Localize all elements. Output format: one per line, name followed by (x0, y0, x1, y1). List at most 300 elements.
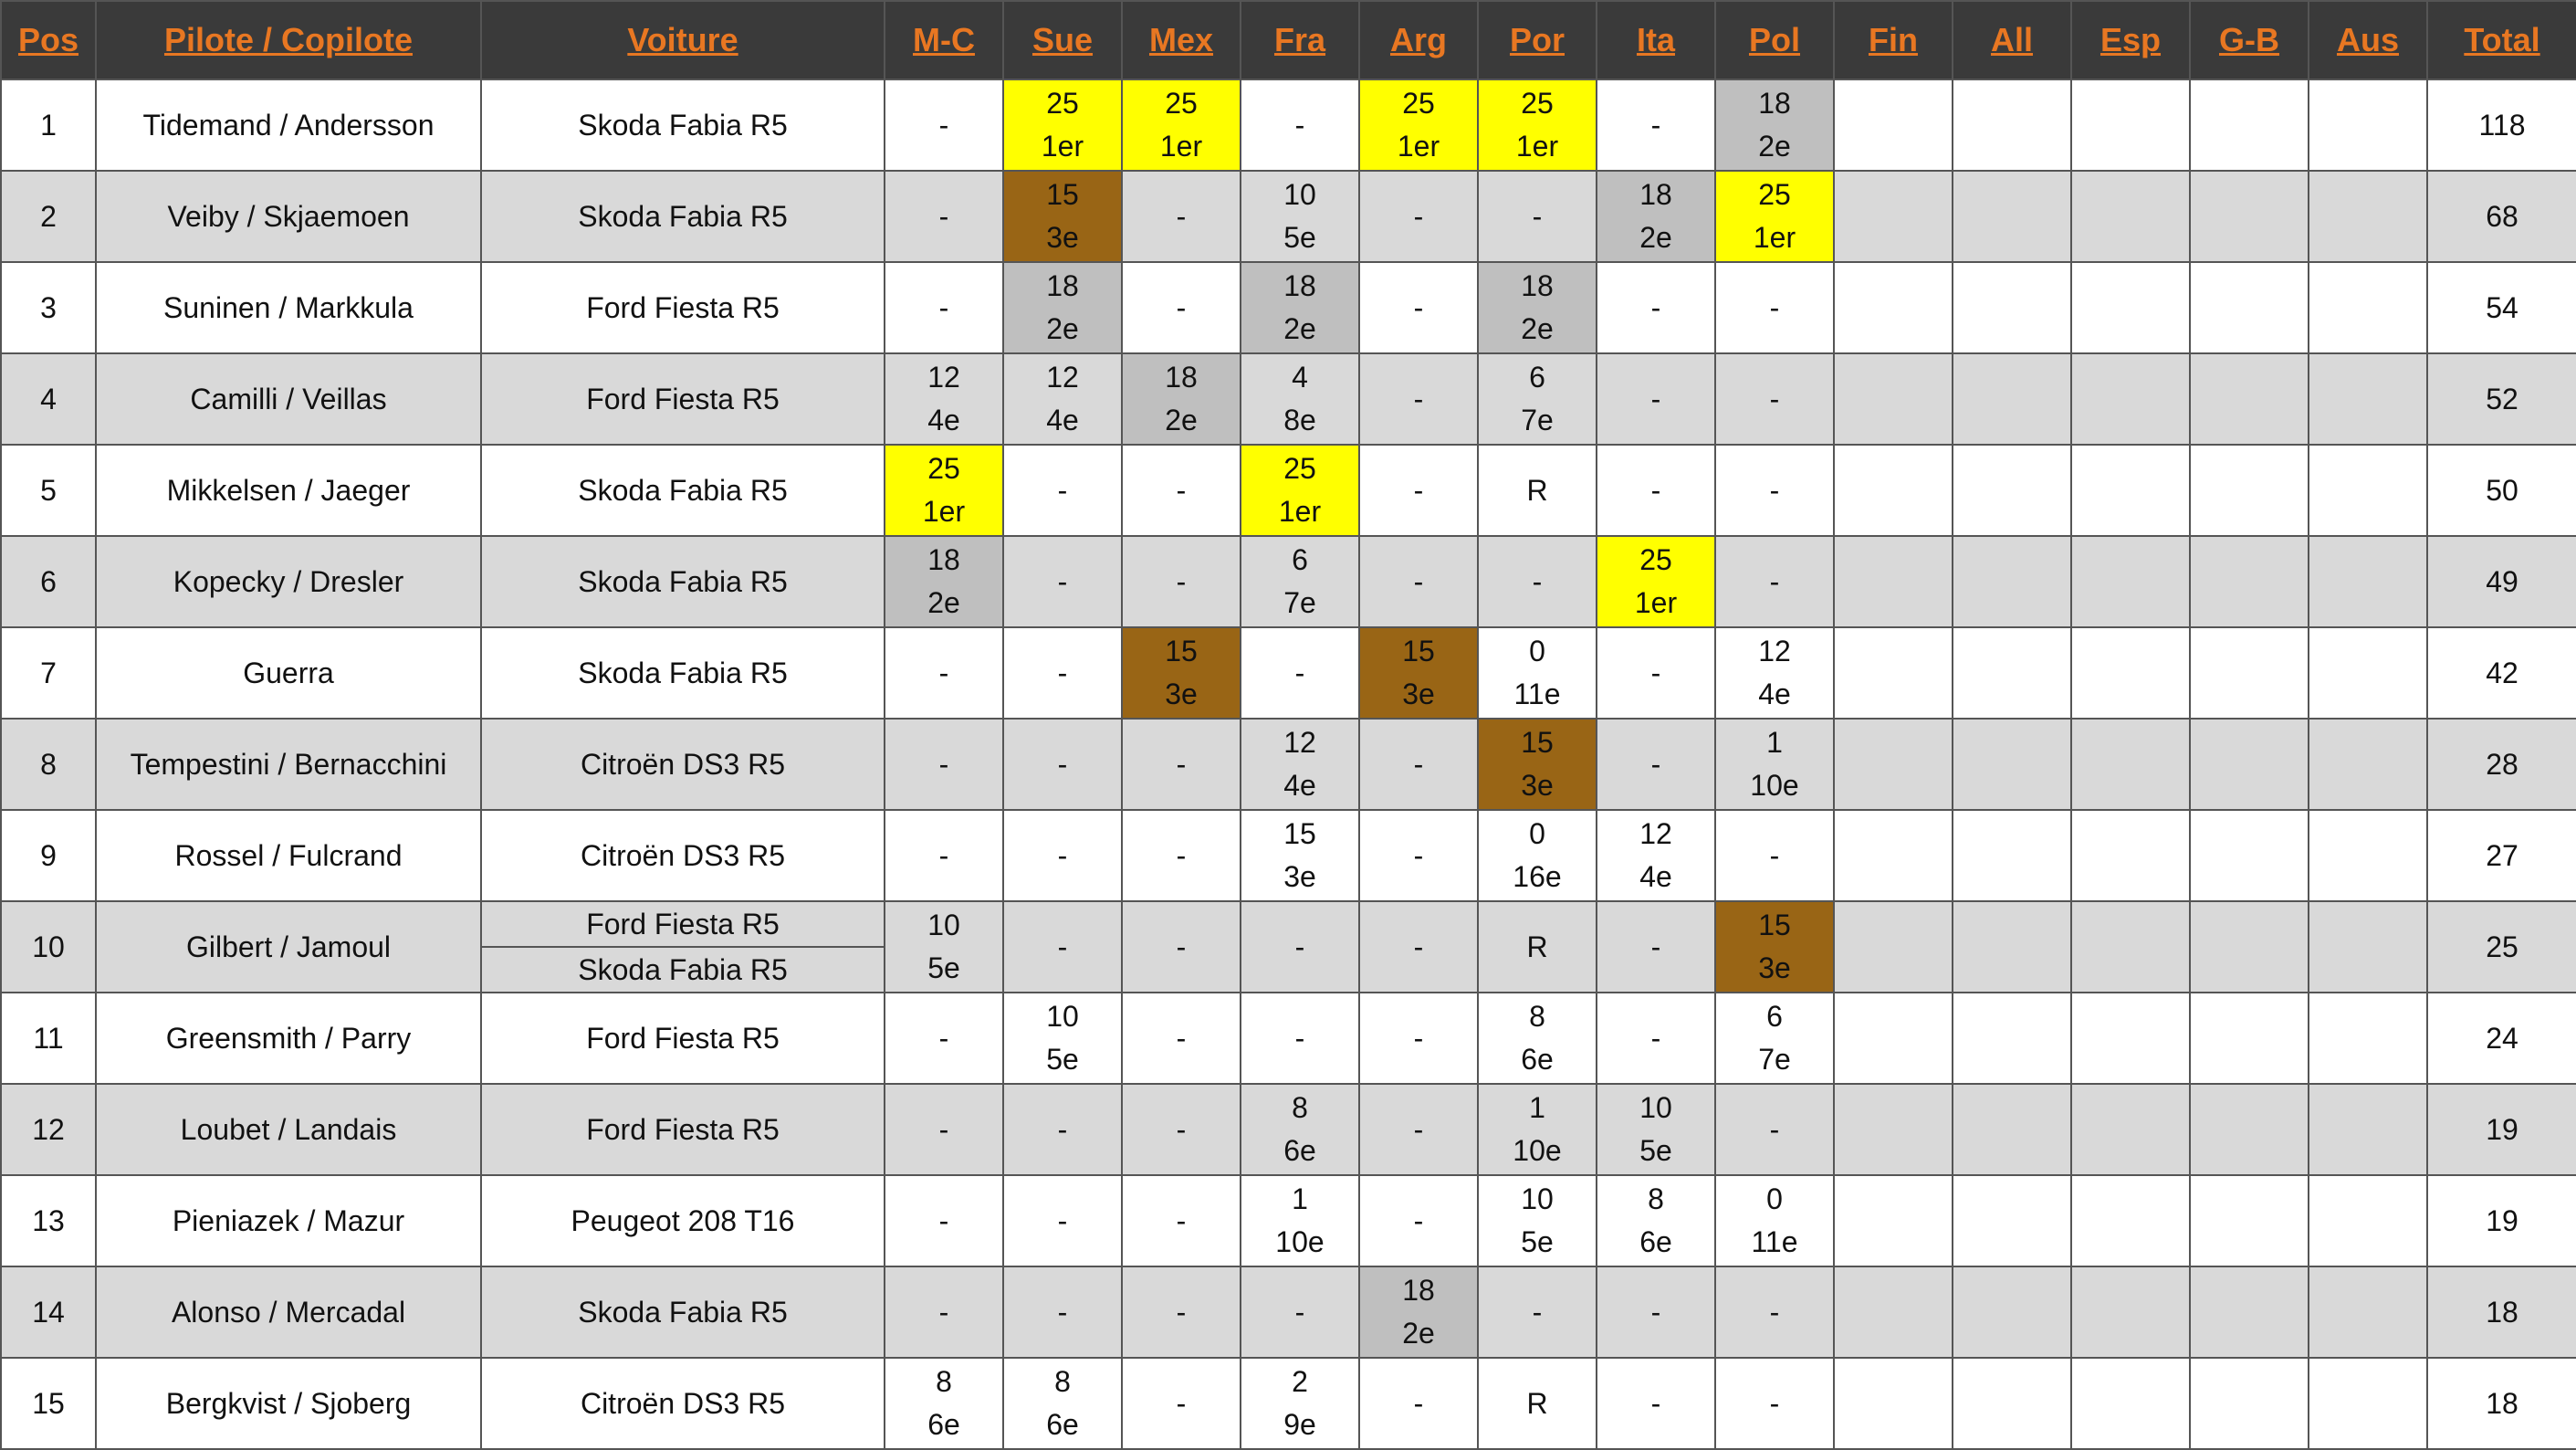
result-cell (1478, 1084, 1597, 1175)
result-cell (2309, 993, 2427, 1084)
driver-cell: Suninen / Markkula (96, 262, 481, 353)
result-cell (2071, 1358, 2190, 1449)
result-cell (1953, 171, 2071, 262)
result-cell (885, 536, 1003, 627)
result-cell (1834, 79, 1953, 171)
result-cell (2190, 262, 2309, 353)
finish-position: 1er (1397, 130, 1440, 163)
result-cell: - (1122, 901, 1241, 993)
result-cell (1241, 445, 1359, 536)
result-cell: - (1597, 719, 1715, 810)
result-cell: - (1715, 445, 1834, 536)
finish-position: 3e (1758, 951, 1791, 984)
result-cell (1715, 79, 1834, 171)
points-value: 8 (936, 1365, 952, 1398)
car-cell: Skoda Fabia R5 (481, 79, 885, 171)
total-cell: 49 (2427, 536, 2576, 627)
table-row (1, 627, 2576, 719)
result-cell (2071, 536, 2190, 627)
result-cell (1241, 1175, 1359, 1266)
finish-position: 11e (1751, 1225, 1798, 1258)
result-cell (1715, 901, 1834, 993)
result-cell (1359, 79, 1478, 171)
table-row (1, 901, 2576, 993)
result-cell (2309, 536, 2427, 627)
finish-position: 1er (1753, 221, 1796, 254)
driver-cell: Rossel / Fulcrand (96, 810, 481, 901)
driver-cell: Gilbert / Jamoul (96, 901, 481, 993)
result-cell (2309, 353, 2427, 445)
car-cell: Citroën DS3 R5 (481, 719, 885, 810)
result-cell (2071, 1175, 2190, 1266)
result-cell: - (1715, 536, 1834, 627)
points-value: 8 (1054, 1365, 1071, 1398)
result-cell: - (1359, 262, 1478, 353)
points-value: 10 (1639, 1091, 1672, 1124)
result-cell (1003, 353, 1122, 445)
result-cell (1953, 445, 2071, 536)
result-cell (2309, 171, 2427, 262)
header-rally-ita-link[interactable]: Ita (1597, 1, 1715, 79)
result-cell: - (885, 262, 1003, 353)
points-value: 18 (1639, 178, 1672, 211)
result-cell (2071, 901, 2190, 993)
points-value: 15 (1758, 909, 1791, 941)
finish-position: 4e (1046, 404, 1079, 436)
table-row (1, 1266, 2576, 1358)
result-cell (1597, 171, 1715, 262)
table-row (1, 445, 2576, 536)
finish-position: 6e (1521, 1043, 1554, 1076)
position-cell: 7 (1, 627, 96, 719)
car-cell: Ford Fiesta R5 (481, 1084, 885, 1175)
points-value: 0 (1766, 1182, 1783, 1215)
header-rally-fin-link[interactable]: Fin (1834, 1, 1953, 79)
position-cell: 2 (1, 171, 96, 262)
result-cell (2071, 627, 2190, 719)
result-cell (2309, 445, 2427, 536)
result-cell (2190, 353, 2309, 445)
result-cell: - (1359, 536, 1478, 627)
header-rally-esp-link[interactable]: Esp (2071, 1, 2190, 79)
result-cell (1834, 353, 1953, 445)
points-value: 12 (1046, 361, 1079, 394)
result-cell (1953, 810, 2071, 901)
points-value: 10 (1521, 1182, 1554, 1215)
result-cell (1715, 1175, 1834, 1266)
result-cell (1715, 627, 1834, 719)
result-cell: - (1122, 1266, 1241, 1358)
car-cell: Skoda Fabia R5 (481, 1266, 885, 1358)
result-cell (885, 445, 1003, 536)
points-value: 4 (1292, 361, 1308, 394)
finish-position: 11e (1513, 678, 1561, 710)
points-value: 12 (1639, 817, 1672, 850)
result-cell (1003, 262, 1122, 353)
result-cell (2190, 79, 2309, 171)
result-cell: - (1122, 1358, 1241, 1449)
result-cell: - (1003, 536, 1122, 627)
result-cell (1953, 901, 2071, 993)
table-row (1, 353, 2576, 445)
result-cell (1953, 1266, 2071, 1358)
finish-position: 5e (1046, 1043, 1079, 1076)
result-cell: - (1359, 1084, 1478, 1175)
header-rally-aus-link[interactable]: Aus (2309, 1, 2427, 79)
result-cell: - (1122, 445, 1241, 536)
finish-position: 4e (1639, 860, 1672, 893)
position-cell: 5 (1, 445, 96, 536)
result-cell (2309, 1084, 2427, 1175)
result-cell (2071, 1084, 2190, 1175)
result-cell: - (1241, 993, 1359, 1084)
points-value: 25 (1639, 543, 1672, 576)
driver-cell: Guerra (96, 627, 481, 719)
result-cell: - (1122, 262, 1241, 353)
result-cell (1953, 1084, 2071, 1175)
result-cell (1241, 353, 1359, 445)
driver-cell: Alonso / Mercadal (96, 1266, 481, 1358)
result-cell (1834, 1084, 1953, 1175)
points-value: 6 (1766, 1000, 1783, 1033)
result-cell (2190, 1175, 2309, 1266)
points-value: 8 (1292, 1091, 1308, 1124)
result-cell (1478, 810, 1597, 901)
total-cell: 24 (2427, 993, 2576, 1084)
result-cell: - (1003, 810, 1122, 901)
result-cell (2190, 1266, 2309, 1358)
header-car-link[interactable]: Voiture (481, 1, 885, 79)
finish-position: 6e (927, 1408, 960, 1441)
result-cell (1122, 79, 1241, 171)
result-cell (2309, 1175, 2427, 1266)
result-cell (1715, 719, 1834, 810)
points-value: 8 (1529, 1000, 1545, 1033)
result-cell: - (1359, 993, 1478, 1084)
points-value: 12 (1283, 726, 1316, 759)
position-cell: 3 (1, 262, 96, 353)
result-cell (2071, 262, 2190, 353)
driver-cell: Mikkelsen / Jaeger (96, 445, 481, 536)
result-cell: - (1597, 353, 1715, 445)
finish-position: 5e (1283, 221, 1316, 254)
finish-position: 2e (1758, 130, 1791, 163)
finish-position: 7e (1521, 404, 1554, 436)
result-cell: - (1122, 1175, 1241, 1266)
result-cell (1834, 1175, 1953, 1266)
result-cell (1122, 627, 1241, 719)
result-cell (1003, 171, 1122, 262)
header-rally-por-link[interactable]: Por (1478, 1, 1597, 79)
car-cell: Citroën DS3 R5 (481, 1358, 885, 1449)
total-cell: 18 (2427, 1266, 2576, 1358)
result-cell: - (1122, 719, 1241, 810)
result-cell (1834, 901, 1953, 993)
header-rally-fra-link[interactable]: Fra (1241, 1, 1359, 79)
result-cell (1003, 79, 1122, 171)
header-rally-arg-link[interactable]: Arg (1359, 1, 1478, 79)
points-value: 18 (1165, 361, 1198, 394)
finish-position: 2e (1046, 312, 1079, 345)
result-cell: - (1003, 445, 1122, 536)
result-cell (1715, 993, 1834, 1084)
result-cell (1953, 262, 2071, 353)
result-cell (2071, 1266, 2190, 1358)
result-cell (2190, 445, 2309, 536)
total-cell: 54 (2427, 262, 2576, 353)
car-list (482, 902, 884, 992)
result-cell (2309, 627, 2427, 719)
result-cell (1834, 536, 1953, 627)
result-cell (1241, 171, 1359, 262)
points-value: 25 (1046, 87, 1079, 120)
driver-cell: Pieniazek / Mazur (96, 1175, 481, 1266)
result-cell: - (1122, 171, 1241, 262)
result-cell (2190, 993, 2309, 1084)
finish-position: 3e (1046, 221, 1079, 254)
result-cell (2071, 79, 2190, 171)
result-cell (2071, 353, 2190, 445)
result-cell (1241, 536, 1359, 627)
result-cell: - (885, 993, 1003, 1084)
result-cell: - (1715, 1266, 1834, 1358)
result-cell: - (1241, 627, 1359, 719)
finish-position: 7e (1283, 586, 1316, 619)
result-cell (1953, 627, 2071, 719)
result-cell: - (1715, 810, 1834, 901)
points-value: 25 (1283, 452, 1316, 485)
total-cell: 42 (2427, 627, 2576, 719)
finish-position: 16e (1513, 860, 1562, 893)
driver-cell: Tidemand / Andersson (96, 79, 481, 171)
result-cell: - (885, 810, 1003, 901)
driver-cell: Loubet / Landais (96, 1084, 481, 1175)
position-cell: 13 (1, 1175, 96, 1266)
car-name: Skoda Fabia R5 (482, 946, 884, 992)
header-driver-link[interactable]: Pilote / Copilote (96, 1, 481, 79)
table-row (1, 993, 2576, 1084)
result-cell (1597, 1084, 1715, 1175)
total-cell: 27 (2427, 810, 2576, 901)
car-cell: Ford Fiesta R5 (481, 993, 885, 1084)
finish-position: 2e (1165, 404, 1198, 436)
result-cell: - (1359, 445, 1478, 536)
position-cell: 4 (1, 353, 96, 445)
result-cell (1953, 993, 2071, 1084)
result-cell (1834, 627, 1953, 719)
result-cell: - (1003, 1084, 1122, 1175)
result-cell: - (1359, 1358, 1478, 1449)
finish-position: 1er (1515, 130, 1559, 163)
points-value: 25 (1758, 178, 1791, 211)
result-cell (2071, 445, 2190, 536)
result-cell (2309, 719, 2427, 810)
result-cell: - (885, 1266, 1003, 1358)
finish-position: 2e (927, 586, 960, 619)
finish-position: 1er (1634, 586, 1678, 619)
points-value: 12 (1758, 635, 1791, 667)
position-cell: 8 (1, 719, 96, 810)
finish-position: 10e (1275, 1225, 1325, 1258)
car-cell: Citroën DS3 R5 (481, 810, 885, 901)
points-value: 25 (1165, 87, 1198, 120)
points-value: 15 (1521, 726, 1554, 759)
result-cell: - (1715, 1084, 1834, 1175)
result-cell: - (1122, 1084, 1241, 1175)
car-cell: Peugeot 208 T16 (481, 1175, 885, 1266)
result-cell: - (1241, 1266, 1359, 1358)
result-cell (1478, 262, 1597, 353)
result-cell: - (1359, 171, 1478, 262)
result-cell (2190, 719, 2309, 810)
header-rally-mc-link[interactable]: M-C (885, 1, 1003, 79)
result-cell (1241, 719, 1359, 810)
result-cell: - (885, 171, 1003, 262)
points-value: 0 (1529, 817, 1545, 850)
result-cell: - (1122, 536, 1241, 627)
finish-position: 2e (1639, 221, 1672, 254)
points-value: 25 (1402, 87, 1435, 120)
total-cell: 68 (2427, 171, 2576, 262)
result-cell: - (1715, 1358, 1834, 1449)
header-rally-mex-link[interactable]: Mex (1122, 1, 1241, 79)
points-value: 12 (927, 361, 960, 394)
result-cell (1953, 1358, 2071, 1449)
result-cell (1834, 1266, 1953, 1358)
finish-position: 10e (1750, 769, 1799, 802)
finish-position: 4e (1758, 678, 1791, 710)
table-row (1, 719, 2576, 810)
points-value: 18 (1758, 87, 1791, 120)
result-cell: R (1478, 901, 1597, 993)
header-rally-sue-link[interactable]: Sue (1003, 1, 1122, 79)
result-cell: - (1122, 810, 1241, 901)
result-cell (1953, 353, 2071, 445)
table-row (1, 262, 2576, 353)
finish-position: 6e (1639, 1225, 1672, 1258)
position-cell: 15 (1, 1358, 96, 1449)
result-cell (2071, 719, 2190, 810)
header-rally-all-link[interactable]: All (1953, 1, 2071, 79)
finish-position: 1er (922, 495, 966, 528)
result-cell: - (1478, 536, 1597, 627)
result-cell: - (1597, 993, 1715, 1084)
total-cell: 28 (2427, 719, 2576, 810)
result-cell: - (1241, 901, 1359, 993)
finish-position: 4e (1283, 769, 1316, 802)
car-cell: Ford Fiesta R5 (481, 353, 885, 445)
finish-position: 1er (1159, 130, 1203, 163)
result-cell (2071, 171, 2190, 262)
finish-position: 2e (1402, 1317, 1435, 1350)
points-value: 6 (1292, 543, 1308, 576)
result-cell (1003, 993, 1122, 1084)
result-cell (2071, 993, 2190, 1084)
result-cell (1241, 1358, 1359, 1449)
car-cell: Skoda Fabia R5 (481, 171, 885, 262)
result-cell: - (1597, 901, 1715, 993)
result-cell: - (1597, 262, 1715, 353)
result-cell (1834, 993, 1953, 1084)
result-cell: - (1003, 901, 1122, 993)
driver-cell: Camilli / Veillas (96, 353, 481, 445)
result-cell (2309, 810, 2427, 901)
result-cell: - (885, 79, 1003, 171)
total-cell: 50 (2427, 445, 2576, 536)
header-total-link[interactable]: Total (2427, 1, 2576, 79)
car-name: Ford Fiesta R5 (586, 908, 780, 940)
total-cell: 19 (2427, 1084, 2576, 1175)
result-cell: - (1478, 171, 1597, 262)
finish-position: 3e (1521, 769, 1554, 802)
result-cell (1478, 993, 1597, 1084)
table-row (1, 171, 2576, 262)
result-cell: R (1478, 445, 1597, 536)
result-cell: - (885, 1084, 1003, 1175)
header-pos-link[interactable]: Pos (1, 1, 96, 79)
result-cell (885, 353, 1003, 445)
result-cell (1834, 719, 1953, 810)
points-value: 25 (1521, 87, 1554, 120)
result-cell: - (1359, 353, 1478, 445)
result-cell (1359, 1266, 1478, 1358)
result-cell (1003, 1358, 1122, 1449)
finish-position: 3e (1283, 860, 1316, 893)
result-cell: - (1597, 79, 1715, 171)
driver-cell: Kopecky / Dresler (96, 536, 481, 627)
result-cell: - (1003, 627, 1122, 719)
table-row (1, 810, 2576, 901)
result-cell (1478, 627, 1597, 719)
total-cell: 25 (2427, 901, 2576, 993)
result-cell: - (885, 719, 1003, 810)
points-value: 18 (1283, 269, 1316, 302)
result-cell (2190, 627, 2309, 719)
points-value: 25 (927, 452, 960, 485)
result-cell: - (1715, 353, 1834, 445)
finish-position: 6e (1283, 1134, 1316, 1167)
result-cell: - (1597, 1266, 1715, 1358)
header-rally-pol-link[interactable]: Pol (1715, 1, 1834, 79)
table-row (1, 79, 2576, 171)
header-rally-gb-link[interactable]: G-B (2190, 1, 2309, 79)
result-cell: R (1478, 1358, 1597, 1449)
points-value: 1 (1292, 1182, 1308, 1215)
table-row (1, 1358, 2576, 1449)
driver-cell: Tempestini / Bernacchini (96, 719, 481, 810)
points-value: 6 (1529, 361, 1545, 394)
result-cell: - (1715, 262, 1834, 353)
finish-position: 3e (1402, 678, 1435, 710)
result-cell (1953, 1175, 2071, 1266)
result-cell (1834, 262, 1953, 353)
result-cell (1715, 171, 1834, 262)
result-cell (1953, 536, 2071, 627)
result-cell (2309, 1358, 2427, 1449)
finish-position: 3e (1165, 678, 1198, 710)
points-value: 8 (1648, 1182, 1664, 1215)
position-cell: 14 (1, 1266, 96, 1358)
result-cell (1241, 262, 1359, 353)
points-value: 15 (1283, 817, 1316, 850)
header-row (1, 1, 2576, 79)
result-cell (2309, 1266, 2427, 1358)
table-row (1, 1084, 2576, 1175)
result-cell (2309, 79, 2427, 171)
result-cell (1359, 627, 1478, 719)
points-value: 1 (1766, 726, 1783, 759)
total-cell: 52 (2427, 353, 2576, 445)
